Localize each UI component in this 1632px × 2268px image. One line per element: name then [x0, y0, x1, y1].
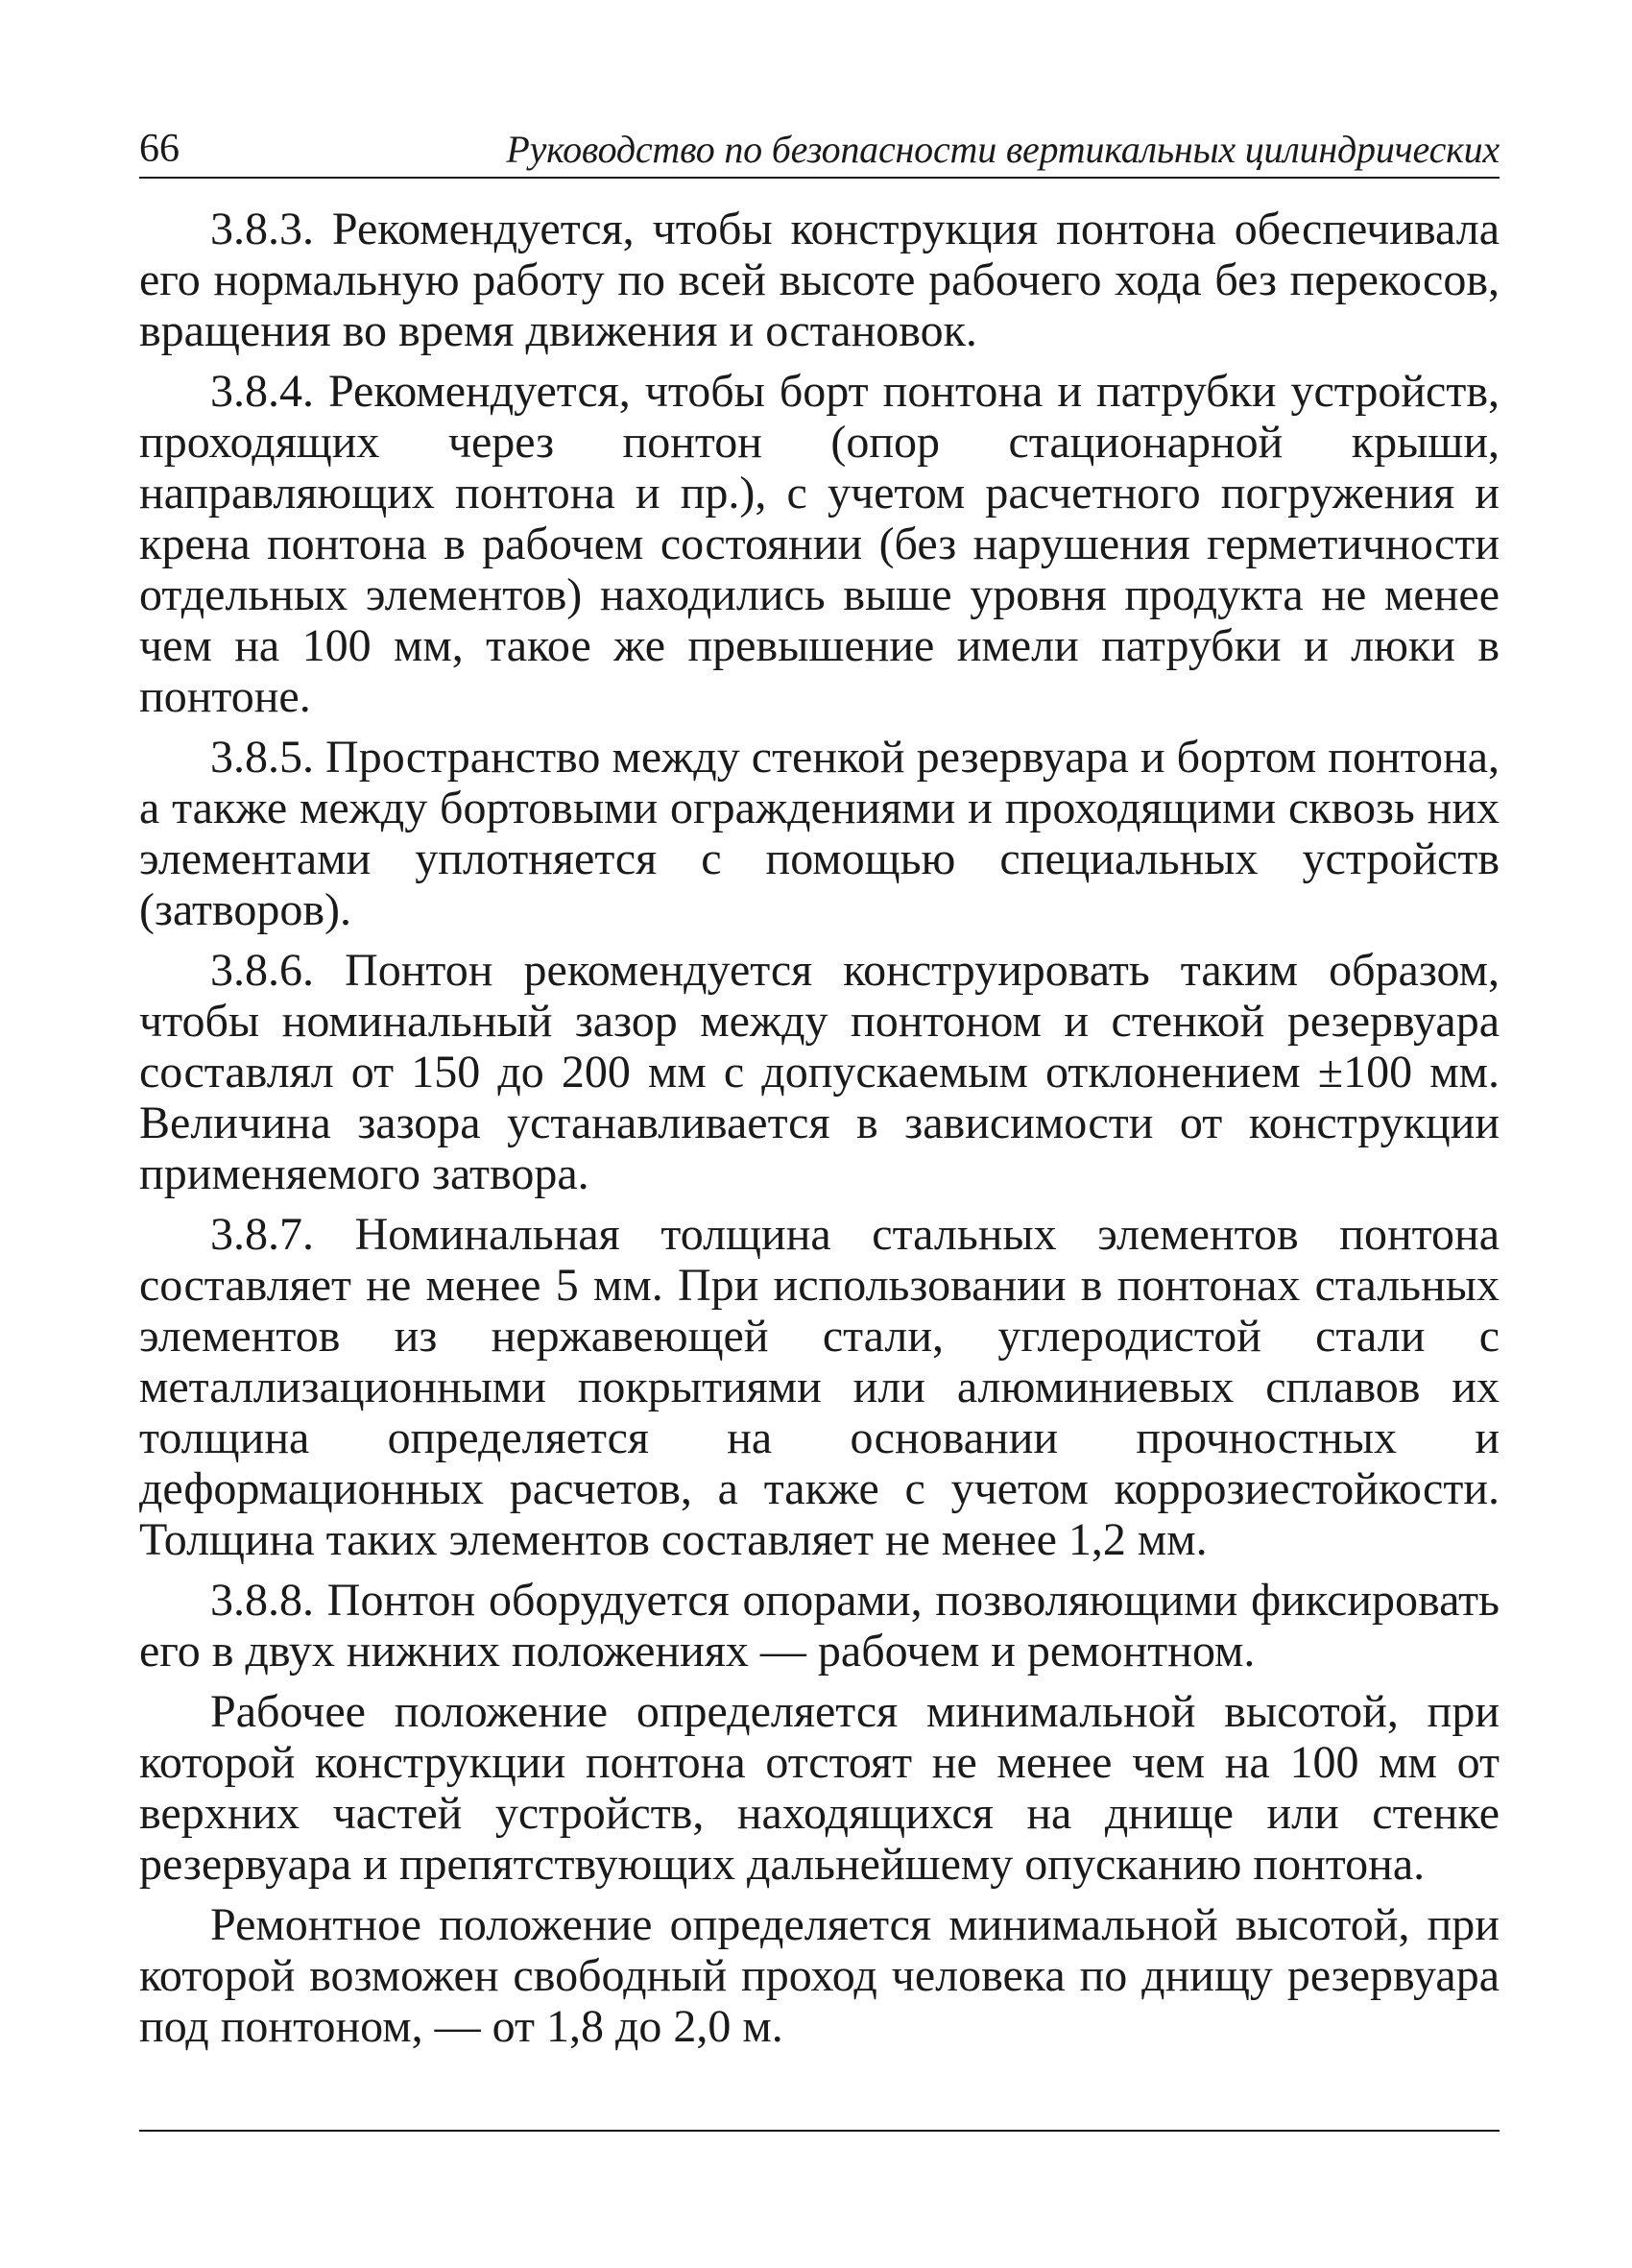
paragraph-3-8-3: 3.8.3. Рекомендуется, чтобы конструкция понтона обеспечивала его нормальную работу по всей высоте рабочего хода без перекосов, вращения во время движения и остановок. — [139, 204, 1500, 356]
paragraph-3-8-5: 3.8.5. Пространство между стенкой резервуара и бортом понтона, а также между бортовыми ограждениями и проходящими сквозь них элементами уплотняется с помощью специальных устройств (затворов). — [139, 732, 1500, 935]
page-number: 66 — [139, 127, 180, 171]
running-title: Руководство по безопасности вертикальных цилиндрических — [506, 128, 1500, 171]
body-text — [139, 204, 1500, 2062]
paragraph-3-8-4: 3.8.4. Рекомендуется, чтобы борт понтона и патрубки устройств, проходящих через понтон (опор стационарной крыши, направляющих понтона и пр.), с учетом расчетного погружения и крена понтона в рабочем состоянии (без нарушения герметичности отдельных элементов) находились выше уровня продукта не менее чем на 100 мм, такое же превышение имели патрубки и люки в понтоне. — [139, 366, 1500, 722]
bottom-rule — [139, 2130, 1500, 2132]
paragraph-3-8-7: 3.8.7. Номинальная толщина стальных элементов понтона составляет не менее 5 мм. При использовании в понтонах стальных элементов из нержавеющей стали, углеродистой стали с металлизационными покрытиями или алюминиевых сплавов их толщина определяется на основании прочностных и деформационных расчетов, а также с учетом коррозиестойкости. Толщина таких элементов составляет не менее 1,2 мм. — [139, 1209, 1500, 1565]
paragraph-3-8-8: 3.8.8. Понтон оборудуется опорами, позволяющими фиксировать его в двух нижних положениях — рабочем и ремонтном. — [139, 1575, 1500, 1677]
paragraph-3-8-6: 3.8.6. Понтон рекомендуется конструировать таким образом, чтобы номинальный зазор между понтоном и стенкой резервуара составлял от 150 до 200 мм с допускаемым отклонением ±100 мм. Величина зазора устанавливается в зависимости от конструкции применяемого затвора. — [139, 945, 1500, 1199]
paragraph-repair-position: Ремонтное положение определяется минимальной высотой, при которой возможен свободный проход человека по днищу резервуара под понтоном, — от 1,8 до 2,0 м. — [139, 1899, 1500, 2052]
running-header — [139, 123, 1500, 179]
paragraph-working-position: Рабочее положение определяется минимальной высотой, при которой конструкции понтона отстоят не менее чем на 100 мм от верхних частей устройств, находящихся на днище или стенке резервуара и препятствующих дальнейшему опусканию понтона. — [139, 1686, 1500, 1890]
